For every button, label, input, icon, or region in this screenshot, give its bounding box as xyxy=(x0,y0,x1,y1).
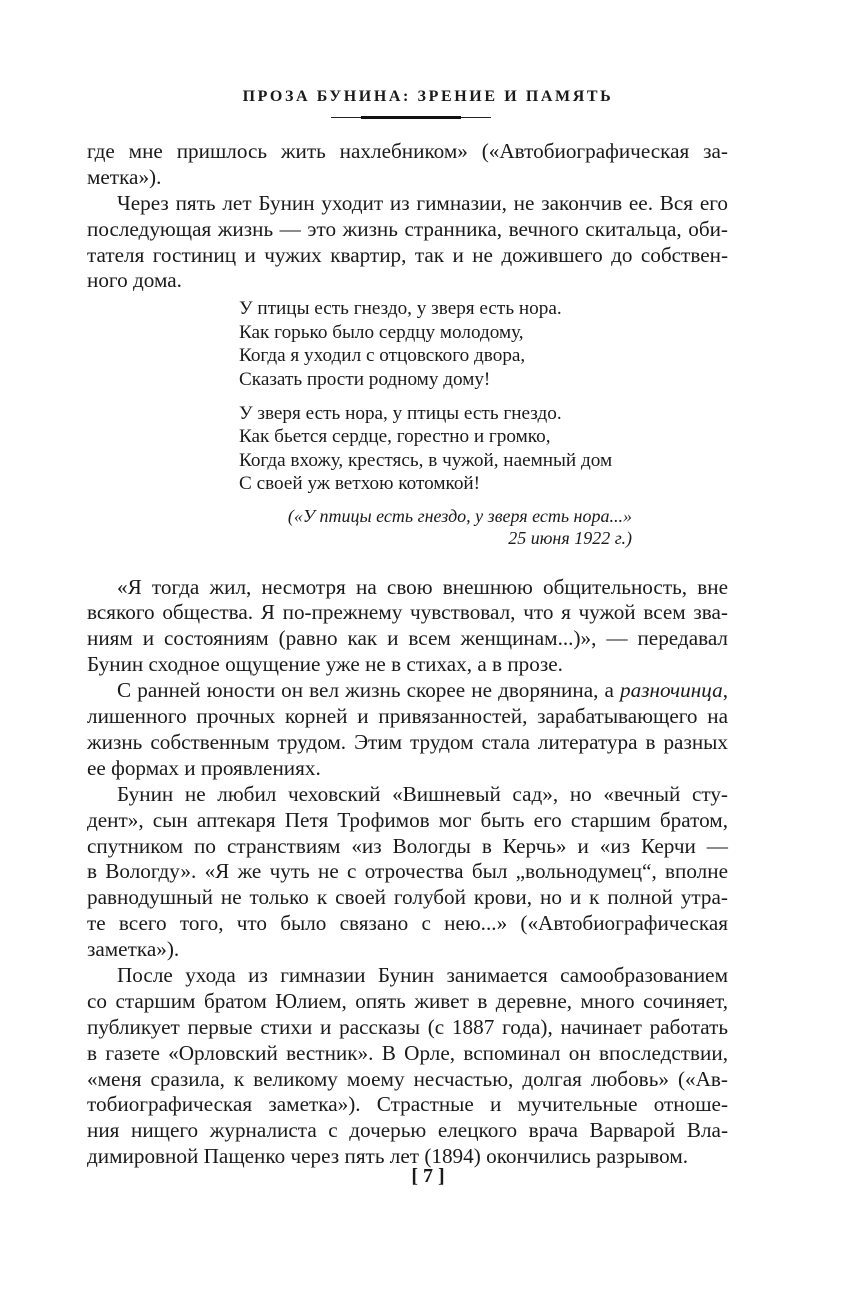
text-segment: С ранней юности он вел жизнь скорее не дворянина, а xyxy=(117,678,621,703)
text-line: Через пять лет Бунин уходит из гимназии, не закончив ее. Вся его xyxy=(117,190,728,215)
text-line: «меня сразила, к великому моему несчастью, долгая любовь» («Ав- xyxy=(87,1066,728,1091)
poem-verse-line: Как горько было сердцу молодому, xyxy=(239,321,524,343)
poem xyxy=(239,297,728,495)
italic-term: разночинца xyxy=(620,678,723,703)
text-line: ного дома. xyxy=(87,268,182,293)
paragraph xyxy=(87,678,728,782)
poem-verse-line: Когда вхожу, крестясь, в чужой, наемный дом xyxy=(239,449,613,471)
text-line: последующая жизнь — это жизнь странника, вечного скитальца, оби- xyxy=(87,216,728,241)
paragraph xyxy=(87,782,728,963)
paragraphs-before xyxy=(87,139,728,294)
paragraph xyxy=(87,575,728,679)
text-line: в Вологду». «Я же чуть не с отрочества был „вольнодумец“, вполне xyxy=(87,859,728,884)
attribution-title: («У птицы есть гнездо, у зверя есть нора...» xyxy=(287,505,632,526)
text-line: заметка»). xyxy=(87,937,180,962)
text-line: Бунин сходное ощущение уже не в стихах, а в прозе. xyxy=(87,652,563,677)
text-line: Бунин не любил чеховский «Вишневый сад», но «вечный сту- xyxy=(117,781,728,806)
text-line: димировной Пащенко через пять лет (1894) окончились разрывом. xyxy=(87,1144,689,1169)
paragraph xyxy=(87,963,728,1170)
text-line: тателя гостиниц и чужих квартир, так и не дожившего до собствен- xyxy=(87,242,728,267)
paragraphs-after xyxy=(87,575,728,1170)
text-line: всякого общества. Я по-прежнему чувствовал, что я чужой всем зва- xyxy=(87,600,728,625)
text-line: где мне пришлось жить нахлебником» («Автобиографическая за- xyxy=(87,139,728,163)
text-line: со старшим братом Юлием, опять живет в деревне, много сочиняет, xyxy=(87,988,728,1013)
text-line: дент», сын аптекаря Петя Трофимов мог быть его старшим братом, xyxy=(87,807,728,832)
text-line: равнодушный не только к своей голубой крови, но и к полной утра- xyxy=(87,885,728,910)
paragraph xyxy=(87,191,728,295)
poem-verse-line: У зверя есть нора, у птицы есть гнездо. xyxy=(239,402,562,424)
text-line: жизнь собственным трудом. Этим трудом стала литература в разных xyxy=(87,729,728,754)
poem-verse-line: С своей уж ветхою котомкой! xyxy=(239,473,481,495)
page-number: [ 7 ] xyxy=(411,1165,445,1187)
poem-stanza xyxy=(239,402,728,496)
poem-verse-line: Когда я уходил с отцовского двора, xyxy=(239,345,526,367)
poem-verse-line: У птицы есть гнездо, у зверя есть нора. xyxy=(239,298,562,320)
attribution-date: 25 июня 1922 г.) xyxy=(508,527,632,548)
header-rule-thick xyxy=(361,116,461,119)
text-line: «Я тогда жил, несмотря на свою внешнюю общительность, вне xyxy=(117,574,728,599)
paragraph xyxy=(87,139,728,191)
poem-stanza xyxy=(239,297,728,391)
text-line: тобиографическая заметка»). Страстные и мучительные отноше- xyxy=(87,1092,728,1117)
poem-verse-line: Как бьется сердце, горестно и громко, xyxy=(239,426,551,448)
text-line: те всего того, что было связано с нею...» («Автобиографическая xyxy=(87,911,728,936)
text-line: публикует первые стихи и рассказы (с 1887 года), начинает работать xyxy=(87,1014,728,1039)
text-line: ния нищего журналиста с дочерью елецкого врача Варварой Вла- xyxy=(87,1118,728,1143)
text-line: ниям и состояниям (равно как и всем женщинам...)», — передавал xyxy=(87,626,728,651)
text-line: спутником по странствиям «из Вологды в Керчь» и «из Керчи — xyxy=(87,833,728,858)
text-line: лишенного прочных корней и привязанностей, зарабатывающего на xyxy=(87,704,728,729)
page-body xyxy=(87,139,728,1170)
text-line: ее формах и проявлениях. xyxy=(87,755,321,780)
text-segment: , xyxy=(722,678,728,703)
poem-verse-line: Сказать прости родному дому! xyxy=(239,368,491,390)
poem-attribution xyxy=(87,505,632,549)
text-line: метка»). xyxy=(87,164,162,189)
text-line xyxy=(87,678,728,704)
text-line: в газете «Орловский вестник». В Орле, вспоминал он впоследствии, xyxy=(87,1040,728,1065)
running-header: ПРОЗА БУНИНА: ЗРЕНИЕ И ПАМЯТЬ xyxy=(242,88,614,105)
text-line: После ухода из гимназии Бунин занимается самообразованием xyxy=(117,962,728,987)
